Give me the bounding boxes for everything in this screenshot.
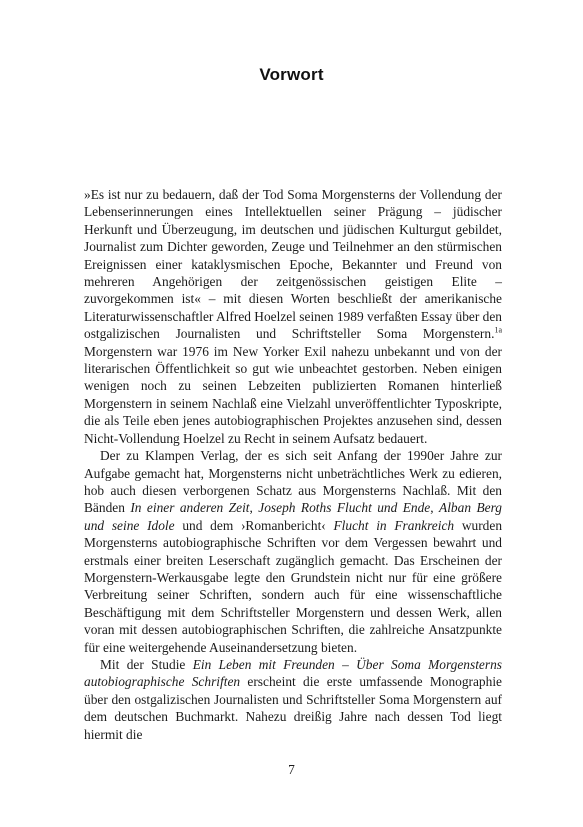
book-title-italic: In einer anderen Zeit	[130, 500, 250, 516]
footnote-marker: 1a	[494, 325, 502, 335]
page-number: 7	[288, 762, 295, 777]
paragraph-1	[84, 186, 502, 447]
text-span: Morgenstern war 1976 im New Yorker Exil nahezu unbekannt und von der literarischen Öffentlichkeit so gut wie unbeachtet gestorben. Neben einigen wenigen noch zu seinen Lebzeiten publizierten Romanen hinterließ Morgenstern in seinem Nachlaß eine Vielzahl unveröffentlichter Typoskripte, die als Teile eben jenes autobiographischen Projektes anzusehen sind, dessen Nicht-Vollendung Hoelzel zu Recht in seinem Aufsatz bedauert.	[84, 343, 502, 446]
text-span: ,	[430, 500, 440, 516]
text-span: Der zu Klampen Verlag, der es sich seit Anfang der 1990er Jahre zur Aufgabe gemacht hat, Morgensterns nicht unbeträchtliches Werk zu edieren, hob auch diesen verborgenen Schatz aus Morgensterns Nachlaß. Mit den Bänden	[84, 448, 502, 516]
text-span: Mit der Studie	[100, 656, 193, 672]
paragraph-3	[84, 656, 502, 743]
body-text	[84, 186, 502, 743]
book-title-italic: Joseph Roths Flucht und Ende	[258, 500, 431, 516]
paragraph-2	[84, 447, 502, 656]
text-span: wurden Morgensterns autobiographische Schriften vor dem Vergessen bewahrt und erstmals einer breiten Leserschaft zugänglich gemacht. Das Erscheinen der Morgenstern-Werkausgabe legte den Grundstein nicht nur für eine größere Verbreitung seiner Schriften, sondern auch für eine wissenschaftliche Beschäftigung mit dem Schriftsteller Morgenstern und dessen Werk, allen voran mit dessen autobiographischen Schriften, die zahlreiche Ansatzpunkte für eine weitergehende Auseinandersetzung bieten.	[84, 517, 503, 655]
text-span: erscheint die erste umfassende Monographie über den ostgalizischen Journalisten und Schriftsteller Soma Morgenstern auf dem deutschen Buchmarkt. Nahezu dreißig Jahre nach dessen Tod liegt hiermit die	[84, 674, 502, 742]
text-span: und dem ›Romanbericht‹	[174, 517, 334, 533]
book-title-italic: Flucht in Frankreich	[333, 517, 455, 533]
text-span: ,	[249, 500, 259, 516]
page-title: Vorwort	[259, 65, 324, 85]
book-title-italic: Ein Leben mit Freunden – Über Soma Morgensterns autobiographische Schriften	[84, 656, 502, 690]
book-title-italic: Alban Berg und seine Idole	[84, 500, 502, 533]
text-span: »Es ist nur zu bedauern, daß der Tod Soma Morgensterns der Vollendung der Lebenserinnerungen eines Intellektuellen seiner Prägung – jüdischer Herkunft und Überzeugung, im deutschen und jüdischen Kulturgut gebildet, Journalist zum Dichter geworden, Zeuge und Teilnehmer an den stürmischen Ereignissen einer kataklysmischen Epoche, Bekannter und Freund von mehreren Angehörigen der zeitgenössischen geistigen Elite – zuvorgekommen ist« – mit diesen Worten beschließt der amerikanische Literaturwissenschaftler Alfred Hoelzel seinen 1989 verfaßten Essay über den ostgalizischen Journalisten und Schriftsteller Soma Morgenstern.	[84, 187, 502, 342]
